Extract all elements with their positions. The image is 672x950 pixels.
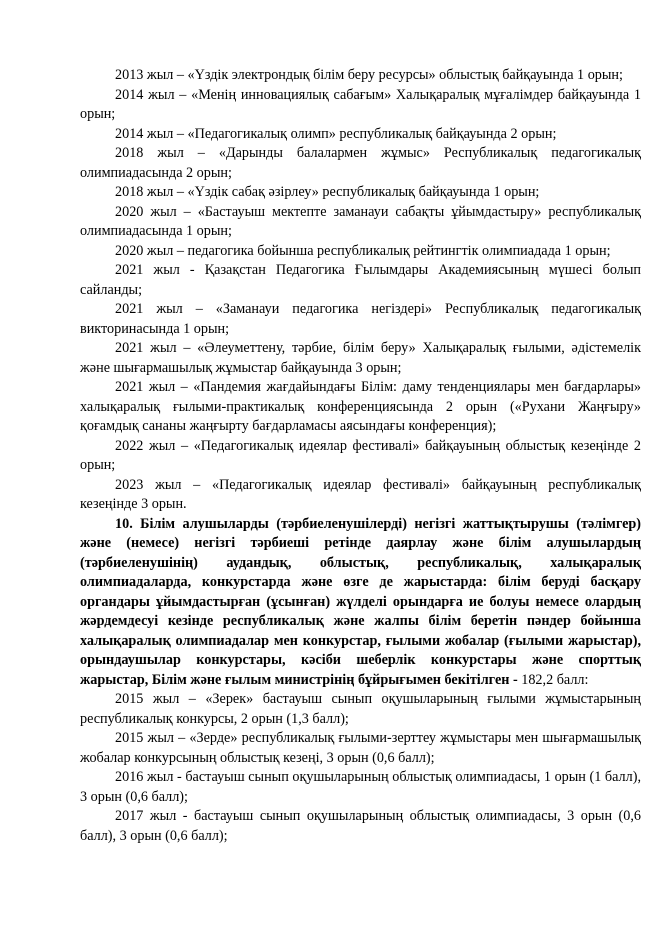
award-2021-pandemic-conference: 2021 жыл – «Пандемия жағдайындағы Білім: даму тенденциялары мен бағдарлары» халықаралық ғылыми-практикалық конференциясында 2 орын («Рухани Жаңғыру» қоғамдық сананы жаңғырту бағдарламасы аясындағы конференция); bbox=[80, 379, 641, 434]
award-2020-rating-olympiad: 2020 жыл – педагогика бойынша республикалық рейтингтік олимпиадада 1 орын; bbox=[115, 242, 611, 259]
award-2013: 2013 жыл – «Үздік электрондық білім беру ресурсы» облыстық байқауында 1 орын; bbox=[115, 67, 623, 83]
section-10-heading bbox=[80, 515, 641, 691]
award-2014-pedagogical-olympus: 2014 жыл – «Педагогикалық олимп» республикалық байқауында 2 орын; bbox=[115, 125, 557, 142]
award-2021-socialization: 2021 жыл – «Әлеуметтену, тәрбие, білім беру» Халықаралық ғылыми, әдістемелік және шығармашылық жұмыстар байқауында 3 орын; bbox=[80, 340, 641, 376]
award-2022-festival: 2022 жыл – «Педагогикалық идеялар фестивалі» байқауының облыстық кезеңінде 2 орын; bbox=[80, 437, 641, 473]
section-10-bold-text: 10. Білім алушыларды (тәрбиеленушілерді) негізгі жаттықтырушы (тәлімгер) және (немесе) негізгі тәрбиеші ретінде даярлау және білім алушылардың (тәрбиеленушінің) аудандық, облыстық, республикалық, халықаралық олимпиадаларда, конкурстарда және өзге де жарыстарда: білім беруді басқару органдары ұйымдастырған (ұсынған) жүлделі орындарға ие болуы немесе олардың жәрдемдесуі кезінде республикалық және жалпы білім беретін пәндер бойынша халықаралық олимпиадалар мен конкурстар, ғылыми жобалар (ғылыми жарыстар), орындаушылар конкурстары, кәсіби шеберлік конкурстары және спорттық жарыстар, Білім және ғылым министрінің бұйрығымен бекітілген - bbox=[80, 515, 641, 688]
award-2021-quiz: 2021 жыл – «Заманауи педагогика негіздері» Республикалық педагогикалық викторинасында 1 орын; bbox=[80, 301, 641, 337]
award-2018-best-lesson: 2018 жыл – «Үздік сабақ әзірлеу» республикалық байқауында 1 орын; bbox=[115, 184, 540, 200]
student-award-2016-olympiad: 2016 жыл - бастауыш сынып оқушыларының облыстық олимпиадасы, 1 орын (1 балл), 3 орын (0,6 балл); bbox=[80, 769, 641, 805]
student-award-2015-zerde: 2015 жыл – «Зерде» республикалық ғылыми-зерттеу жұмыстары мен шығармашылық жобалар конкурсының облыстық кезеңі, 3 орын (0,6 балл); bbox=[80, 730, 641, 766]
student-award-2015-zerek: 2015 жыл – «Зерек» бастауыш сынып оқушыларының ғылыми жұмыстарының республикалық конкурсы, 2 орын (1,3 балл); bbox=[80, 691, 641, 727]
award-2014-innovative-lesson: 2014 жыл – «Менің инновациялық сабағым» Халықаралық мұғалімдер байқауында 1 орын; bbox=[80, 86, 641, 122]
document-body bbox=[80, 66, 641, 846]
section-10-score: 182,2 балл: bbox=[521, 671, 589, 688]
student-award-2017-olympiad: 2017 жыл - бастауыш сынып оқушыларының облыстық олимпиадасы, 3 орын (0,6 балл), 3 орын (0,6 балл); bbox=[80, 808, 641, 844]
award-2020-modern-lesson: 2020 жыл – «Бастауыш мектепте заманауи сабақты ұйымдастыру» республикалық олимпиадасында 1 орын; bbox=[80, 203, 641, 239]
award-2023-festival: 2023 жыл – «Педагогикалық идеялар фестивалі» байқауының республикалық кезеңінде 3 орын. bbox=[80, 476, 641, 512]
award-2021-academy-member: 2021 жыл - Қазақстан Педагогика Ғылымдары Академиясының мүшесі болып сайланды; bbox=[80, 262, 641, 298]
award-2018-gifted-children: 2018 жыл – «Дарынды балалармен жұмыс» Республикалық педагогикалық олимпиадасында 2 орын; bbox=[80, 145, 641, 181]
